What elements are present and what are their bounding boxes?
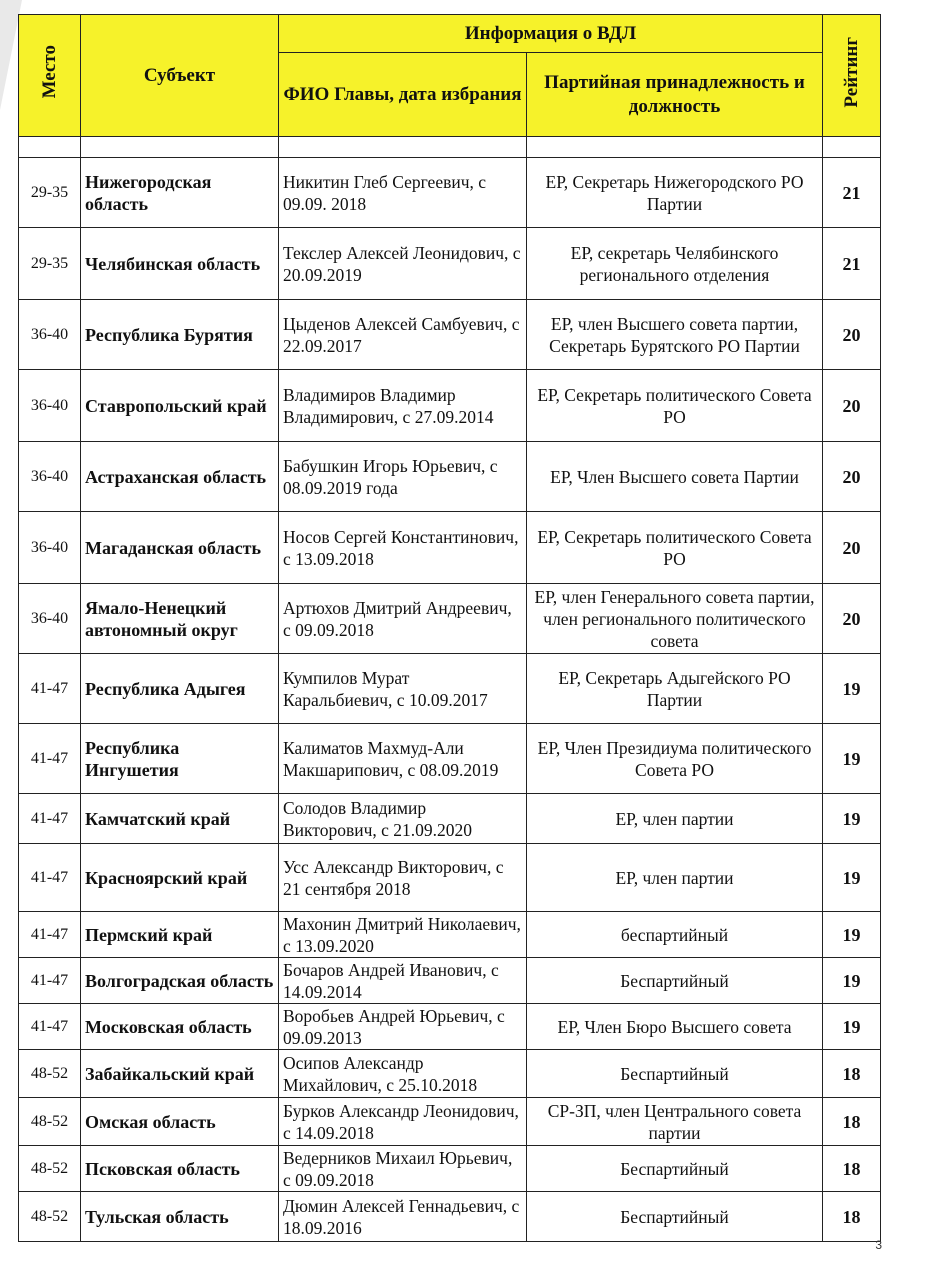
table-row <box>19 584 881 654</box>
table-row <box>19 1050 881 1098</box>
party-cell: ЕР, член партии <box>527 794 823 844</box>
rating-cell: 19 <box>823 794 881 844</box>
place-cell: 36-40 <box>19 584 81 654</box>
place-cell: 36-40 <box>19 370 81 442</box>
table-row <box>19 1146 881 1192</box>
rating-cell: 19 <box>823 654 881 724</box>
party-cell: Беспартийный <box>527 958 823 1004</box>
subject-cell: Магаданская область <box>81 512 279 584</box>
party-cell: ЕР, член Генерального совета партии, член регионального политического совета <box>527 584 823 654</box>
head-name-cell: Цыденов Алексей Самбуевич, с 22.09.2017 <box>279 300 527 370</box>
place-cell: 29-35 <box>19 228 81 300</box>
rating-cell: 19 <box>823 958 881 1004</box>
subject-cell: Омская область <box>81 1098 279 1146</box>
party-cell: ЕР, Член Высшего совета Партии <box>527 442 823 512</box>
subject-cell: Челябинская область <box>81 228 279 300</box>
subject-cell: Астраханская область <box>81 442 279 512</box>
head-name-cell: Солодов Владимир Викторович, с 21.09.2020 <box>279 794 527 844</box>
place-cell: 29-35 <box>19 158 81 228</box>
head-name-cell: Артюхов Дмитрий Андреевич, с 09.09.2018 <box>279 584 527 654</box>
subject-cell: Пермский край <box>81 912 279 958</box>
subject-cell: Республика Адыгея <box>81 654 279 724</box>
head-name-cell: Воробьев Андрей Юрьевич, с 09.09.2013 <box>279 1004 527 1050</box>
table-row <box>19 512 881 584</box>
place-cell: 41-47 <box>19 1004 81 1050</box>
party-cell: Беспартийный <box>527 1192 823 1242</box>
place-cell: 41-47 <box>19 912 81 958</box>
table-row <box>19 794 881 844</box>
head-name-cell: Махонин Дмитрий Николаевич, с 13.09.2020 <box>279 912 527 958</box>
table-row <box>19 912 881 958</box>
header-group-info: Информация о ВДЛ <box>279 15 823 53</box>
rating-cell: 20 <box>823 442 881 512</box>
subject-cell: Тульская область <box>81 1192 279 1242</box>
header-place: Место <box>19 15 81 137</box>
table-row <box>19 654 881 724</box>
table-row <box>19 1098 881 1146</box>
head-name-cell: Носов Сергей Константинович, с 13.09.2018 <box>279 512 527 584</box>
head-name-cell: Бабушкин Игорь Юрьевич, с 08.09.2019 года <box>279 442 527 512</box>
table-row <box>19 442 881 512</box>
place-cell: 36-40 <box>19 512 81 584</box>
header-party: Партийная принадлежность и должность <box>527 53 823 137</box>
rating-cell: 19 <box>823 1004 881 1050</box>
subject-cell: Псковская область <box>81 1146 279 1192</box>
subject-cell: Красноярский край <box>81 844 279 912</box>
head-name-cell: Калиматов Махмуд-Али Макшарипович, с 08.09.2019 <box>279 724 527 794</box>
table-row <box>19 228 881 300</box>
head-name-cell: Текслер Алексей Леонидович, с 20.09.2019 <box>279 228 527 300</box>
place-cell: 36-40 <box>19 300 81 370</box>
party-cell: ЕР, секретарь Челябинского регионального отделения <box>527 228 823 300</box>
page-number: 3 <box>875 1238 882 1252</box>
rating-cell: 18 <box>823 1050 881 1098</box>
head-name-cell: Бочаров Андрей Иванович, с 14.09.2014 <box>279 958 527 1004</box>
head-name-cell: Усс Александр Викторович, с 21 сентября 2018 <box>279 844 527 912</box>
place-cell: 41-47 <box>19 794 81 844</box>
party-cell: ЕР, член Высшего совета партии, Секретарь Бурятского РО Партии <box>527 300 823 370</box>
subject-cell: Республика Бурятия <box>81 300 279 370</box>
table-row <box>19 958 881 1004</box>
subject-cell: Ставропольский край <box>81 370 279 442</box>
head-name-cell: Никитин Глеб Сергеевич, с 09.09. 2018 <box>279 158 527 228</box>
party-cell: ЕР, Член Президиума политического Совета РО <box>527 724 823 794</box>
place-cell: 48-52 <box>19 1146 81 1192</box>
rating-cell: 18 <box>823 1146 881 1192</box>
table-row <box>19 724 881 794</box>
head-name-cell: Кумпилов Мурат Каральбиевич, с 10.09.2017 <box>279 654 527 724</box>
rating-cell: 21 <box>823 158 881 228</box>
table-row <box>19 158 881 228</box>
table-row <box>19 844 881 912</box>
rating-cell: 21 <box>823 228 881 300</box>
head-name-cell: Бурков Александр Леонидович, с 14.09.2018 <box>279 1098 527 1146</box>
subject-cell: Камчатский край <box>81 794 279 844</box>
header-spacer-row <box>19 137 881 158</box>
rating-cell: 20 <box>823 370 881 442</box>
table-row <box>19 300 881 370</box>
place-cell: 36-40 <box>19 442 81 512</box>
party-cell: СР-ЗП, член Центрального совета партии <box>527 1098 823 1146</box>
place-cell: 41-47 <box>19 654 81 724</box>
party-cell: Беспартийный <box>527 1146 823 1192</box>
party-cell: ЕР, член партии <box>527 844 823 912</box>
header-subject: Субъект <box>81 15 279 137</box>
place-cell: 48-52 <box>19 1050 81 1098</box>
table-row <box>19 1192 881 1242</box>
head-name-cell: Осипов Александр Михайлович, с 25.10.2018 <box>279 1050 527 1098</box>
rating-cell: 20 <box>823 512 881 584</box>
place-cell: 41-47 <box>19 844 81 912</box>
rating-cell: 18 <box>823 1192 881 1242</box>
header-head-name: ФИО Главы, дата избрания <box>279 53 527 137</box>
rating-cell: 20 <box>823 584 881 654</box>
place-cell: 41-47 <box>19 724 81 794</box>
place-cell: 48-52 <box>19 1192 81 1242</box>
subject-cell: Забайкальский край <box>81 1050 279 1098</box>
party-cell: ЕР, Член Бюро Высшего совета <box>527 1004 823 1050</box>
table-row <box>19 370 881 442</box>
rating-cell: 19 <box>823 912 881 958</box>
rating-cell: 18 <box>823 1098 881 1146</box>
subject-cell: Ямало-Ненецкий автономный округ <box>81 584 279 654</box>
head-name-cell: Ведерников Михаил Юрьевич, с 09.09.2018 <box>279 1146 527 1192</box>
subject-cell: Республика Ингушетия <box>81 724 279 794</box>
party-cell: ЕР, Секретарь Нижегородского РО Партии <box>527 158 823 228</box>
rating-table-sheet <box>18 14 880 1238</box>
place-cell: 41-47 <box>19 958 81 1004</box>
rating-cell: 20 <box>823 300 881 370</box>
party-cell: ЕР, Секретарь Адыгейского РО Партии <box>527 654 823 724</box>
rating-table <box>18 14 881 1242</box>
subject-cell: Московская область <box>81 1004 279 1050</box>
rating-cell: 19 <box>823 844 881 912</box>
head-name-cell: Дюмин Алексей Геннадьевич, с 18.09.2016 <box>279 1192 527 1242</box>
party-cell: ЕР, Секретарь политического Совета РО <box>527 370 823 442</box>
party-cell: Беспартийный <box>527 1050 823 1098</box>
place-cell: 48-52 <box>19 1098 81 1146</box>
header-rating: Рейтинг <box>823 15 881 137</box>
rating-cell: 19 <box>823 724 881 794</box>
party-cell: ЕР, Секретарь политического Совета РО <box>527 512 823 584</box>
head-name-cell: Владимиров Владимир Владимирович, с 27.09.2014 <box>279 370 527 442</box>
party-cell: беспартийный <box>527 912 823 958</box>
table-row <box>19 1004 881 1050</box>
subject-cell: Волгоградская область <box>81 958 279 1004</box>
subject-cell: Нижегородская область <box>81 158 279 228</box>
